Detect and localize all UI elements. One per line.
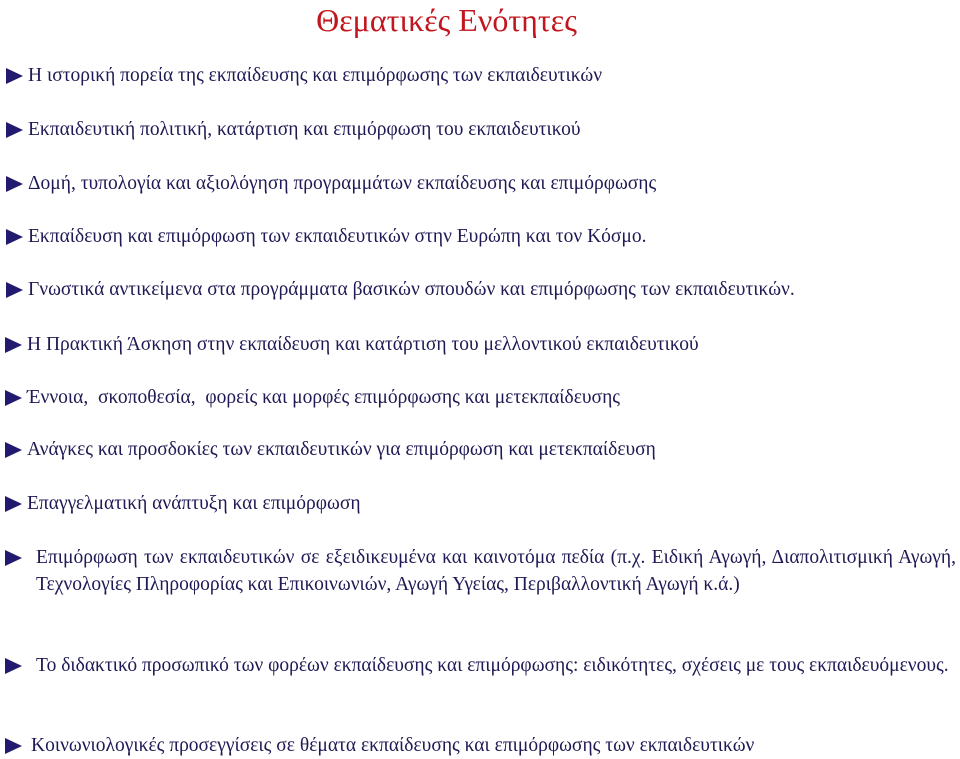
list-item: [5, 732, 956, 759]
list-item: [5, 652, 956, 679]
triangle-right-icon: [5, 337, 27, 358]
triangle-right-icon: [6, 229, 28, 250]
list-item-text: Κοινωνιολογικές προσεγγίσεις σε θέματα εκπαίδευσης και επιμόρφωσης των εκπαιδευτικών: [31, 735, 755, 756]
list-item: [6, 62, 956, 89]
triangle-right-icon: [5, 442, 27, 463]
triangle-right-icon: [5, 496, 27, 517]
list-item-text: Η ιστορική πορεία της εκπαίδευσης και επιμόρφωσης των εκπαιδευτικών: [28, 65, 603, 86]
list-item: [6, 116, 956, 143]
list-item-text: Εκπαιδευτική πολιτική, κατάρτιση και επιμόρφωση του εκπαιδευτικού: [28, 119, 581, 140]
triangle-right-icon: [5, 550, 36, 598]
list-item: [5, 384, 956, 411]
list-item: [6, 170, 956, 197]
list-item: [5, 490, 956, 517]
triangle-right-icon: [6, 176, 28, 197]
list-item: [5, 544, 956, 598]
list-item-text: Εκπαίδευση και επιμόρφωση των εκπαιδευτικών στην Ευρώπη και τον Κόσμο.: [28, 226, 647, 247]
list-item-text: Επαγγελματική ανάπτυξη και επιμόρφωση: [27, 493, 361, 514]
triangle-right-icon: [5, 390, 27, 411]
list-item-text: Η Πρακτική Άσκηση στην εκπαίδευση και κατάρτιση του μελλοντικού εκπαιδευτικού: [27, 334, 699, 355]
triangle-right-icon: [6, 282, 28, 303]
list-item: [6, 223, 956, 250]
list-item: [6, 276, 956, 303]
triangle-right-icon: [6, 122, 28, 143]
list-item: [5, 436, 956, 463]
triangle-right-icon: [5, 738, 31, 759]
triangle-right-icon: [5, 658, 36, 679]
page-title: Θεματικές Ενότητες: [316, 2, 577, 38]
list-item: [5, 331, 956, 358]
list-item-text: Δομή, τυπολογία και αξιολόγηση προγραμμάτων εκπαίδευσης και επιμόρφωσης: [28, 173, 657, 194]
list-item-text: Επιμόρφωση των εκπαιδευτικών σε εξειδικευμένα και καινοτόμα πεδία (π.χ. Ειδική Αγωγή, Διαπολιτισμική Αγωγή, Τεχνολογίες Πληροφορίας και Επικοινωνιών, Αγωγή Υγείας, Περιβαλλοντική Αγωγή κ.ά.): [36, 547, 956, 595]
triangle-right-icon: [6, 68, 28, 89]
list-item-text: Έννοια, σκοποθεσία, φορείς και μορφές επιμόρφωσης και μετεκπαίδευσης: [27, 387, 620, 408]
list-item-text: Ανάγκες και προσδοκίες των εκπαιδευτικών για επιμόρφωση και μετεκπαίδευση: [27, 439, 656, 460]
list-item-text: Γνωστικά αντικείμενα στα προγράμματα βασικών σπουδών και επιμόρφωσης των εκπαιδευτικών.: [28, 279, 795, 300]
list-item-text: Το διδακτικό προσωπικό των φορέων εκπαίδευσης και επιμόρφωσης: ειδικότητες, σχέσεις με τους εκπαιδευόμενους.: [36, 655, 949, 676]
